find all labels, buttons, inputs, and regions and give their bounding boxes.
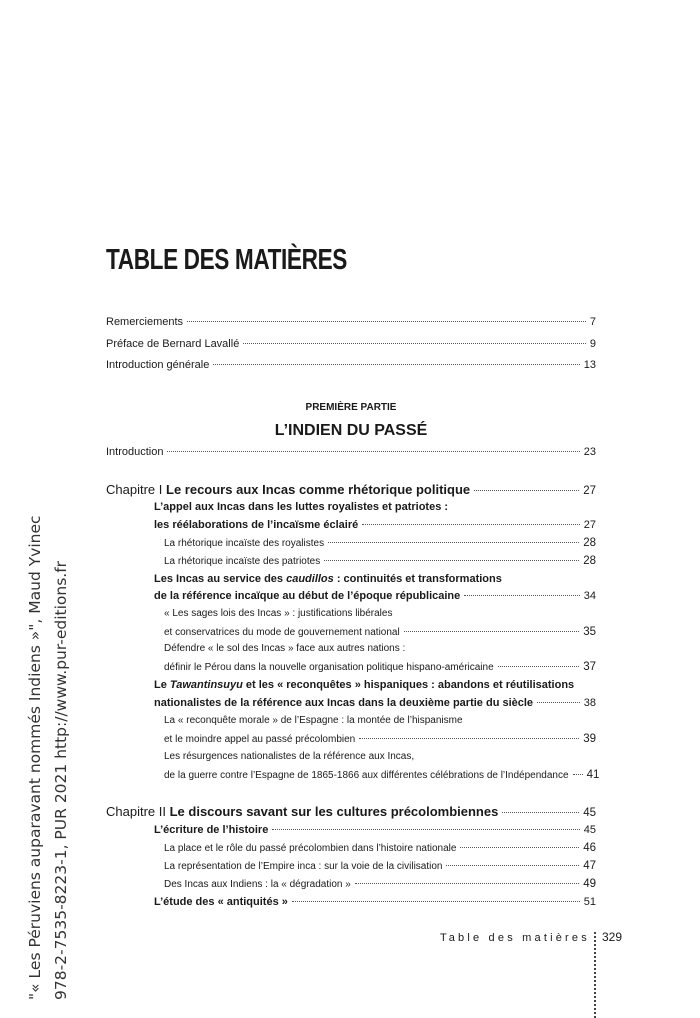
toc-entry-page: 13 bbox=[583, 359, 596, 371]
section-entry[interactable]: L’étude des « antiquités » 51 bbox=[154, 896, 596, 908]
chapter-label: Chapitre I bbox=[106, 482, 163, 497]
section-entry[interactable]: les réélaborations de l’incaïsme éclairé 27 bbox=[154, 519, 596, 531]
section-entry-line: Les Incas au service des caudillos : continuités et transformations bbox=[154, 573, 502, 585]
toc-entry[interactable] bbox=[106, 338, 596, 356]
subsection-entry[interactable]: La représentation de l’Empire inca : sur la voie de la civilisation 47 bbox=[164, 860, 596, 872]
chapter-entry[interactable] bbox=[106, 804, 596, 822]
toc-entry-page: 9 bbox=[589, 338, 596, 350]
subsection-entry[interactable]: La place et le rôle du passé précolombien dans l’histoire nationale 46 bbox=[164, 842, 596, 854]
section-entry-line: Le Tawantinsuyu et les « reconquêtes » hispaniques : abandons et réutilisations bbox=[154, 679, 575, 691]
subsection-entry-line: Les résurgences nationalistes de la référence aux Incas, bbox=[164, 751, 415, 762]
chapter-label: Chapitre II bbox=[106, 804, 166, 819]
section-entry[interactable]: nationalistes de la référence aux Incas dans la deuxième partie du siècle 38 bbox=[154, 697, 596, 709]
side-note-line-1: "« Les Péruviens auparavant nommés Indiens »", Maud Yvinec bbox=[26, 515, 44, 1000]
side-note-line-2: 978-2-7535-8223-1, PUR 2021 http://www.pur-editions.fr bbox=[52, 560, 70, 1000]
chapter-entry[interactable] bbox=[106, 482, 596, 500]
toc-entry-page: 45 bbox=[583, 807, 596, 819]
section-entry-line: L’appel aux Incas dans les luttes royalistes et patriotes : bbox=[154, 501, 449, 513]
chapter-title: Le recours aux Incas comme rhétorique politique bbox=[166, 482, 471, 497]
toc-entry[interactable] bbox=[106, 359, 596, 377]
toc-entry-page: 7 bbox=[589, 316, 596, 328]
subsection-entry[interactable]: et conservatrices du mode de gouvernement national 35 bbox=[164, 626, 596, 638]
subsection-entry[interactable]: définir le Pérou dans la nouvelle organisation politique hispano-américaine 37 bbox=[164, 661, 596, 673]
subsection-entry[interactable]: La rhétorique incaïste des patriotes 28 bbox=[164, 555, 596, 567]
toc-entry-title: Préface de Bernard Lavallé bbox=[106, 338, 240, 350]
page-title: TABLE DES MATIÈRES bbox=[106, 244, 347, 276]
part-label: PREMIÈRE PARTIE bbox=[305, 402, 397, 413]
subsection-entry-line: « Les sages lois des Incas » : justifications libérales bbox=[164, 608, 393, 619]
chapter-title: Le discours savant sur les cultures précolombiennes bbox=[169, 804, 499, 819]
running-title: Table des matières bbox=[440, 932, 590, 944]
subsection-entry[interactable]: et le moindre appel au passé précolombien 39 bbox=[164, 733, 596, 745]
section-entry[interactable]: de la référence incaïque au début de l’époque républicaine 34 bbox=[154, 590, 596, 602]
side-copyright-note bbox=[22, 440, 82, 1000]
section-entry[interactable]: L’écriture de l’histoire 45 bbox=[154, 824, 596, 836]
toc-entry-page: 27 bbox=[583, 485, 596, 497]
footer-divider bbox=[594, 932, 596, 1018]
toc-entry[interactable] bbox=[106, 446, 596, 464]
toc-entry-title: Introduction générale bbox=[106, 359, 210, 371]
subsection-entry-line: Défendre « le sol des Incas » face aux autres nations : bbox=[164, 643, 406, 654]
toc-entry-title: Remerciements bbox=[106, 316, 184, 328]
subsection-entry-line: La « reconquête morale » de l’Espagne : la montée de l’hispanisme bbox=[164, 715, 463, 726]
part-title: L’INDIEN DU PASSÉ bbox=[274, 422, 428, 439]
subsection-entry[interactable]: Des Incas aux Indiens : la « dégradation » 49 bbox=[164, 878, 596, 890]
toc-entry-title: Introduction bbox=[106, 446, 164, 458]
toc-entry[interactable] bbox=[106, 316, 596, 334]
subsection-entry[interactable]: de la guerre contre l’Espagne de 1865-1866 aux différentes célébrations de l’Indépendance 41 bbox=[164, 769, 600, 781]
toc-entry-page: 23 bbox=[583, 446, 596, 458]
page-number: 329 bbox=[602, 930, 623, 944]
subsection-entry[interactable]: La rhétorique incaïste des royalistes 28 bbox=[164, 537, 596, 549]
